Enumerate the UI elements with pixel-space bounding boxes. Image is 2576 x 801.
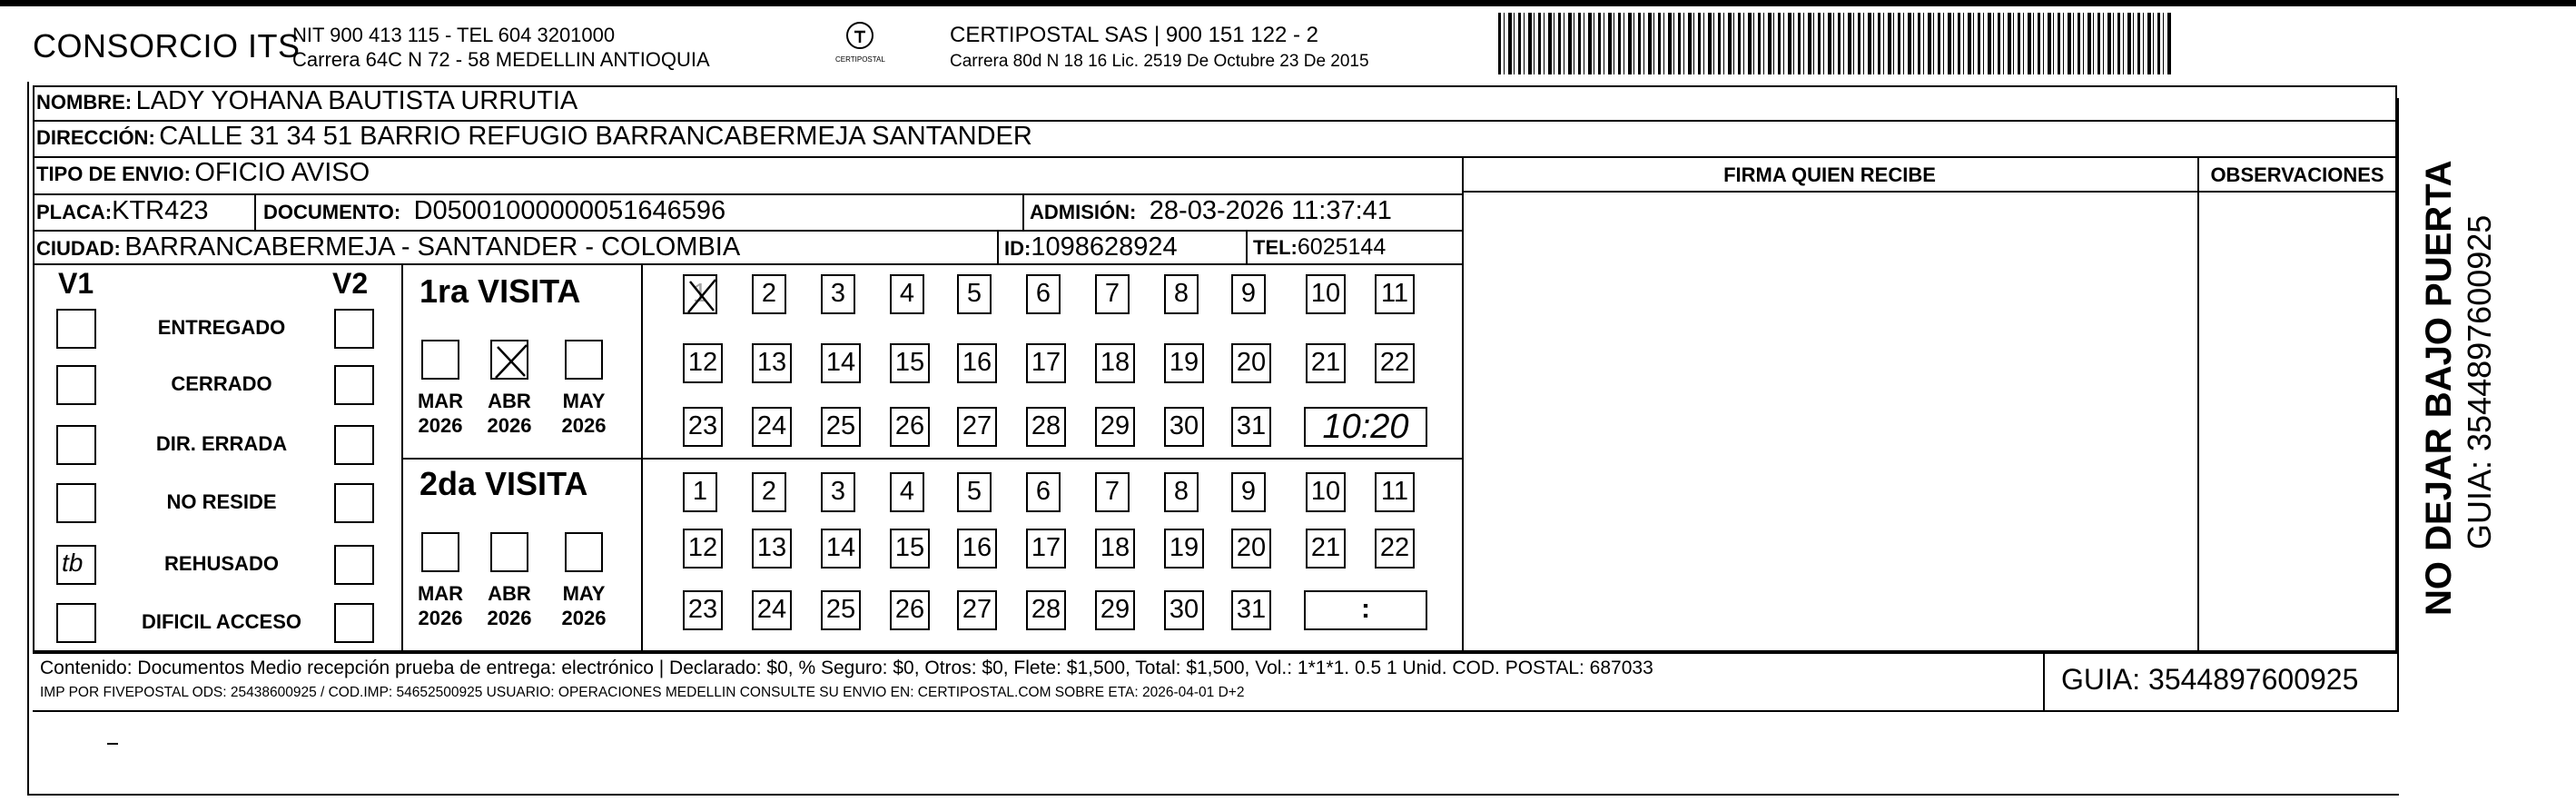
visit1-day-box[interactable]: [890, 407, 930, 447]
visit1-day-number: 1: [692, 279, 708, 308]
firma-label: FIRMA QUIEN RECIBE: [1723, 163, 1936, 186]
visit2-day-number: 27: [962, 595, 992, 624]
visit2-day-box[interactable]: [1306, 472, 1346, 512]
form-frame-right: [2397, 98, 2399, 712]
visit1-day-number: 2: [761, 279, 777, 308]
visit1-day-box[interactable]: [1231, 274, 1266, 314]
visit2-day-number: 9: [1240, 477, 1257, 506]
visit2-day-number: 16: [962, 533, 992, 562]
visit1-month-checkbox[interactable]: [565, 340, 603, 380]
visit1-day-number: 26: [894, 411, 925, 440]
visit2-day-number: 15: [894, 533, 925, 562]
footer-bottom-line: [33, 710, 2397, 712]
company-address: Carrera 80d N 18 16 Lic. 2519 De Octubre 23 De 2015: [950, 52, 1369, 71]
tipo-field: [36, 158, 370, 188]
documento-label: DOCUMENTO:: [263, 201, 401, 223]
visit1-day-box[interactable]: [1164, 343, 1204, 383]
footer-line2: IMP POR FIVEPOSTAL ODS: 25438600925 / COD.IMP: 54652500925 USUARIO: OPERACIONES MEDELLIN CONSULTE SU ENVIO EN: CERTIPOSTAL.COM SOBRE ETA: 2026-04-01 D+2: [40, 685, 1245, 700]
visit1-day-number: 29: [1100, 411, 1130, 440]
visit2-day-box[interactable]: [683, 529, 723, 569]
visit2-day-box[interactable]: [890, 590, 930, 630]
visit2-day-box[interactable]: [821, 472, 855, 512]
id-value: 1098628924: [1031, 232, 1178, 262]
visit2-day-box[interactable]: [1026, 472, 1061, 512]
visit1-day-box[interactable]: [821, 407, 861, 447]
visit2-day-number: 3: [830, 477, 846, 506]
visit2-day-number: 10: [1310, 477, 1341, 506]
visit1-day-box[interactable]: [752, 343, 792, 383]
visit2-day-number: 17: [1031, 533, 1061, 562]
visit2-month-year: 2026: [561, 607, 607, 629]
side-warning: NO DEJAR BAJO PUERTA: [2419, 160, 2459, 616]
visit1-title: 1ra VISITA: [419, 272, 581, 310]
nombre-field: [36, 86, 577, 116]
visit1-day-number: 23: [687, 411, 718, 440]
visit2-day-box[interactable]: [683, 590, 723, 630]
tel-value: 6025144: [1297, 234, 1387, 260]
visit2-day-box[interactable]: [1095, 590, 1135, 630]
direccion-field: [36, 122, 1032, 152]
visit2-day-number: 12: [687, 533, 718, 562]
status-label: CERRADO: [171, 372, 272, 395]
visit2-day-box[interactable]: [1026, 590, 1066, 630]
visit2-day-box[interactable]: [1231, 529, 1271, 569]
visit1-month-name: MAY: [562, 390, 606, 412]
visit2-day-number: 24: [756, 595, 787, 624]
form-frame-bottom: [27, 794, 2399, 796]
v2-checkbox[interactable]: [334, 425, 374, 465]
visit2-title: 2da VISITA: [419, 465, 588, 502]
visit2-month-label: [478, 581, 541, 630]
visit1-day-box[interactable]: [752, 407, 792, 447]
visit2-day-number: 28: [1031, 595, 1061, 624]
month-x-mark: [492, 341, 530, 381]
visit2-day-number: 26: [894, 595, 925, 624]
visit1-day-number: 19: [1169, 348, 1199, 377]
admision-value: 28-03-2026 11:37:41: [1149, 196, 1392, 225]
visit2-day-number: 1: [692, 477, 708, 506]
visit2-day-box[interactable]: [752, 529, 792, 569]
documento-field: [263, 196, 725, 226]
status-label: DIFICIL ACCESO: [141, 610, 301, 633]
visit1-day-box[interactable]: [1026, 407, 1066, 447]
top-border: [0, 0, 2576, 6]
visit2-day-number: 20: [1236, 533, 1267, 562]
logo-icon: [844, 20, 875, 51]
visit1-day-number: 4: [899, 279, 915, 308]
stray-mark: [107, 743, 118, 745]
placa-label: PLACA:: [36, 201, 113, 223]
visit2-day-number: 8: [1173, 477, 1189, 506]
visit2-day-number: 19: [1169, 533, 1199, 562]
visit2-time-text: :: [1361, 594, 1370, 624]
visit1-day-box[interactable]: [1306, 343, 1346, 383]
visit2-day-box[interactable]: [1231, 472, 1266, 512]
visit1-day-number: 22: [1379, 348, 1410, 377]
visit1-day-number: 13: [756, 348, 787, 377]
visit2-day-number: 6: [1035, 477, 1051, 506]
visit2-day-box[interactable]: [1164, 472, 1199, 512]
visit2-month-name: ABR: [488, 582, 531, 605]
visit1-day-box[interactable]: [1164, 407, 1204, 447]
visit2-day-box[interactable]: [1231, 590, 1271, 630]
visit2-day-box[interactable]: [1095, 529, 1135, 569]
visit-divider: [401, 458, 1464, 460]
visit1-day-number: 9: [1240, 279, 1257, 308]
status-label: DIR. ERRADA: [155, 432, 288, 455]
tel-divider: [1246, 230, 1248, 264]
visit1-month-year: 2026: [487, 414, 532, 437]
visit1-day-number: 15: [894, 348, 925, 377]
visit2-month-checkbox[interactable]: [490, 532, 528, 572]
visit2-day-box[interactable]: [821, 529, 861, 569]
visit1-month-checkbox[interactable]: [490, 340, 528, 380]
v2-checkbox[interactable]: [334, 365, 374, 405]
company-info: [950, 23, 1369, 72]
ciudad-label: CIUDAD:: [36, 237, 121, 260]
visit1-day-number: 3: [830, 279, 846, 308]
visit2-day-number: 22: [1379, 533, 1410, 562]
visit1-day-box[interactable]: [1375, 274, 1415, 314]
nombre-value: LADY YOHANA BAUTISTA URRUTIA: [135, 86, 578, 115]
id-field: [1004, 232, 1178, 262]
nombre-label: NOMBRE:: [36, 91, 133, 114]
visit1-day-number: 12: [687, 348, 718, 377]
visit1-day-number: 16: [962, 348, 992, 377]
visit1-day-number: 28: [1031, 411, 1061, 440]
visit2-day-box[interactable]: [821, 590, 861, 630]
logo-text: CERTIPOSTAL: [835, 55, 885, 64]
visit1-day-number: 25: [825, 411, 856, 440]
visit1-day-number: 5: [966, 279, 982, 308]
visit2-day-number: 18: [1100, 533, 1130, 562]
tel-field: [1253, 234, 1386, 261]
observaciones-divider: [2197, 156, 2199, 652]
visit1-month-name: ABR: [488, 390, 531, 412]
visit2-day-box[interactable]: [752, 590, 792, 630]
v2-checkbox[interactable]: [334, 309, 374, 349]
visit2-day-box[interactable]: [957, 529, 997, 569]
ciudad-field: [36, 232, 740, 262]
visit1-day-box[interactable]: [683, 407, 723, 447]
visit2-day-box[interactable]: [890, 529, 930, 569]
visit2-day-number: 30: [1169, 595, 1199, 624]
visit1-day-box[interactable]: [957, 407, 997, 447]
visit2-day-box[interactable]: [1306, 529, 1346, 569]
visit1-month-label: [552, 389, 616, 438]
visit1-day-number: 17: [1031, 348, 1061, 377]
visit1-day-number: 24: [756, 411, 787, 440]
address-line: Carrera 64C N 72 - 58 MEDELLIN ANTIOQUIA: [292, 48, 710, 71]
visit1-day-box[interactable]: [1306, 274, 1346, 314]
v1-checkbox[interactable]: [56, 365, 96, 405]
certipostal-logo: [835, 20, 884, 64]
visit2-day-number: 14: [825, 533, 856, 562]
direccion-value: CALLE 31 34 51 BARRIO REFUGIO BARRANCABERMEJA SANTANDER: [159, 122, 1032, 151]
visit1-day-number: 14: [825, 348, 856, 377]
observaciones-label: OBSERVACIONES: [2210, 163, 2384, 186]
visit1-day-box[interactable]: [1231, 343, 1271, 383]
visit1-day-number: 7: [1104, 279, 1120, 308]
visit1-month-year: 2026: [418, 414, 463, 437]
visit1-day-number: 6: [1035, 279, 1051, 308]
visit1-day-box[interactable]: [1231, 407, 1271, 447]
direccion-label: DIRECCIÓN:: [36, 126, 155, 149]
visit2-day-number: 7: [1104, 477, 1120, 506]
visit1-time-box[interactable]: [1304, 407, 1427, 447]
v1-checkbox[interactable]: [56, 425, 96, 465]
visit2-day-box[interactable]: [890, 472, 924, 512]
visit1-day-box[interactable]: [1375, 343, 1415, 383]
visit2-day-number: 13: [756, 533, 787, 562]
visit2-day-number: 11: [1380, 477, 1409, 506]
v2-checkbox[interactable]: [334, 545, 374, 585]
placa-value: KTR423: [112, 196, 209, 225]
visit2-day-number: 5: [966, 477, 982, 506]
v1-checkbox[interactable]: [56, 483, 96, 523]
visit1-day-number: 31: [1236, 411, 1267, 440]
v2-checkbox[interactable]: [334, 603, 374, 643]
visit2-day-box[interactable]: [1026, 529, 1066, 569]
visit2-month-checkbox[interactable]: [421, 532, 459, 572]
visit1-day-box[interactable]: [1095, 407, 1135, 447]
tipo-value: OFICIO AVISO: [194, 158, 370, 187]
visit1-day-box[interactable]: [752, 274, 786, 314]
v1-handwritten-mark: tb: [62, 549, 84, 577]
visit1-day-number: 21: [1310, 348, 1341, 377]
v1-checkbox[interactable]: [56, 603, 96, 643]
visit1-day-number: 8: [1173, 279, 1189, 308]
visit2-month-year: 2026: [418, 607, 463, 629]
visit1-day-number: 30: [1169, 411, 1199, 440]
visit1-month-label: [478, 389, 541, 438]
visit1-month-name: MAR: [417, 390, 464, 412]
placa-field: [36, 196, 209, 226]
footer-line1: Contenido: Documentos Medio recepción prueba de entrega: electrónico | Declarado: $0, % Seguro: $0, Otros: $0, Flete: $1,500, Total: $1,500, Vol.: 1*1*1. 0.5 1 Unid. COD. POSTAL: 687033: [40, 658, 1653, 678]
v1-checkbox[interactable]: [56, 545, 96, 585]
visit2-day-box[interactable]: [957, 590, 997, 630]
side-guia: GUIA: 3544897600925: [2461, 214, 2498, 549]
visit1-month-checkbox[interactable]: [421, 340, 459, 380]
visit2-day-box[interactable]: [1375, 472, 1415, 512]
visit1-day-box[interactable]: [683, 343, 723, 383]
placa-divider: [254, 193, 256, 230]
footer-guia: GUIA: 3544897600925: [2061, 663, 2359, 696]
v1-label: V1: [58, 267, 94, 300]
visit2-month-label: [409, 581, 472, 630]
visit1-day-number: 10: [1310, 279, 1341, 308]
company-line: CERTIPOSTAL SAS | 900 151 122 - 2: [950, 23, 1318, 47]
visit1-day-box[interactable]: [957, 274, 992, 314]
visit2-day-number: 4: [899, 477, 915, 506]
visit2-time-box[interactable]: [1304, 590, 1427, 630]
visit2-day-box[interactable]: [1095, 472, 1130, 512]
visit2-month-checkbox[interactable]: [565, 532, 603, 572]
visit1-day-box[interactable]: [1026, 343, 1066, 383]
visit1-day-box[interactable]: [1026, 274, 1061, 314]
tel-label: TEL:: [1253, 236, 1298, 259]
firma-header-line: [1462, 191, 2397, 193]
visit2-day-box[interactable]: [1375, 529, 1415, 569]
visit1-day-box[interactable]: [890, 343, 930, 383]
status-label: ENTREGADO: [157, 316, 286, 339]
visit2-day-number: 31: [1236, 595, 1267, 624]
visit1-month-label: [409, 389, 472, 438]
visit2-day-number: 21: [1310, 533, 1341, 562]
visit2-day-number: 2: [761, 477, 777, 506]
visit2-month-name: MAR: [417, 582, 464, 605]
ciudad-line: [33, 263, 1464, 265]
documento-value: D05001000000051646596: [413, 196, 726, 225]
id-label: ID:: [1004, 237, 1031, 260]
ciudad-value: BARRANCABERMEJA - SANTANDER - COLOMBIA: [124, 232, 741, 262]
visit1-day-number: 18: [1100, 348, 1130, 377]
v2-checkbox[interactable]: [334, 483, 374, 523]
brand-name: CONSORCIO ITS: [33, 27, 301, 64]
visit1-day-number: 27: [962, 411, 992, 440]
visit1-time-text: 10:20: [1322, 408, 1409, 446]
visit2-day-box[interactable]: [752, 472, 786, 512]
admision-divider: [1022, 193, 1024, 230]
visit1-day-number: 11: [1380, 279, 1409, 308]
visit2-day-number: 23: [687, 595, 718, 624]
visit1-day-box[interactable]: [821, 343, 861, 383]
placa-line: [33, 230, 1464, 232]
visit1-month-year: 2026: [561, 414, 607, 437]
visit1-day-box[interactable]: [1095, 274, 1130, 314]
visit2-day-box[interactable]: [1164, 590, 1204, 630]
admision-field: [1030, 196, 1392, 226]
v2-label: V2: [332, 267, 369, 300]
visit1-day-box[interactable]: [1164, 274, 1199, 314]
visit2-day-number: 29: [1100, 595, 1130, 624]
tipo-label: TIPO DE ENVIO:: [36, 163, 191, 185]
visit2-month-label: [552, 581, 616, 630]
visit1-day-box[interactable]: [821, 274, 855, 314]
header-contact: [292, 23, 710, 72]
visit2-day-box[interactable]: [683, 472, 717, 512]
nit-line: NIT 900 413 115 - TEL 604 3201000: [292, 24, 616, 46]
status-label: REHUSADO: [164, 552, 279, 575]
visit2-day-box[interactable]: [957, 472, 992, 512]
visit1-day-number: 20: [1236, 348, 1267, 377]
barcode: [1498, 13, 2172, 74]
visit2-day-number: 25: [825, 595, 856, 624]
footer-guia-divider: [2043, 652, 2045, 710]
v1-checkbox[interactable]: [56, 309, 96, 349]
admision-label: ADMISIÓN:: [1030, 201, 1137, 223]
visit1-day-box[interactable]: [957, 343, 997, 383]
status-label: NO RESIDE: [166, 490, 277, 513]
id-divider: [997, 230, 999, 264]
visit2-month-year: 2026: [487, 607, 532, 629]
visit1-day-box[interactable]: [1095, 343, 1135, 383]
visit2-day-box[interactable]: [1164, 529, 1204, 569]
visit1-day-box[interactable]: [683, 274, 717, 314]
tipo-line: [33, 193, 1464, 195]
visit2-month-name: MAY: [562, 582, 606, 605]
visit1-day-box[interactable]: [890, 274, 924, 314]
